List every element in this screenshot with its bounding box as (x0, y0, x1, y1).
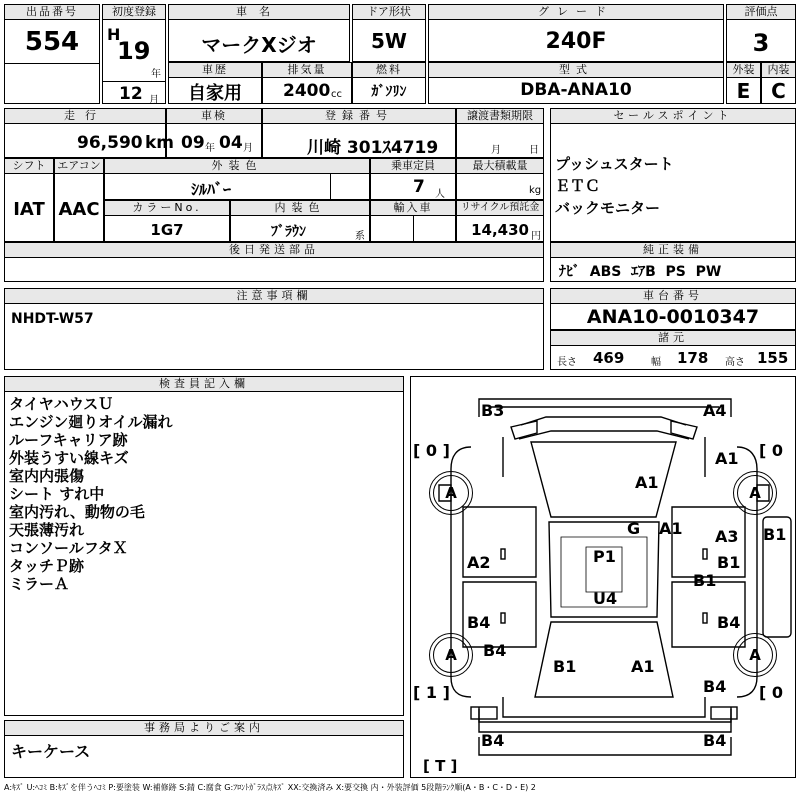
later-parts-label: 後日発送部品 (5, 243, 543, 258)
history: 自家用 (188, 83, 242, 104)
damage-code: A1 (659, 519, 683, 538)
color-box (104, 158, 370, 200)
transfer-label: 譲渡書類期限 (457, 109, 543, 124)
import-box (370, 200, 456, 242)
office-box (4, 720, 404, 778)
reg-month: 12 (119, 84, 143, 104)
damage-code: B1 (553, 657, 577, 676)
shift-label: シフト (5, 159, 53, 174)
displacement-box (262, 62, 352, 104)
load-label: 最大積載量 (457, 159, 543, 174)
inspection-box (166, 108, 262, 158)
inspector-line: 室内内張傷 (9, 467, 85, 485)
displacement-unit: cc (331, 89, 342, 100)
color-label: 外装色 (105, 159, 369, 174)
score-label: 評価点 (727, 5, 795, 20)
damage-code: P1 (593, 547, 616, 566)
dims-box (550, 330, 796, 370)
lot-box (4, 4, 100, 104)
inspector-line: タイヤハウスＵ (9, 395, 114, 413)
era: H (107, 25, 121, 44)
ac-box (54, 158, 104, 242)
damage-code: A3 (715, 527, 739, 546)
ext-label: 外装 (727, 63, 760, 78)
wheel-front-right: A (733, 471, 777, 515)
sales-line: ＥＴＣ (555, 177, 601, 195)
inspector-line: 室内汚れ、動物の毛 (9, 503, 145, 521)
width: 178 (677, 349, 709, 367)
lot-label: 出品番号 (5, 5, 99, 20)
damage-code: B3 (481, 401, 505, 420)
notes-label: 注意事項欄 (5, 289, 543, 304)
load-unit: kg (529, 185, 542, 196)
insp-month-unit: 月 (243, 143, 253, 154)
height-label: 高さ (725, 357, 745, 368)
door-label: ドア形状 (353, 5, 425, 20)
model-label: 型式 (429, 63, 723, 78)
inspector-line: 天張薄汚れ (9, 521, 85, 539)
first-reg-label: 初度登録 (103, 5, 165, 20)
lot-number: 554 (24, 27, 80, 57)
score-box (726, 4, 796, 62)
color-no-box (104, 200, 230, 242)
inspector-line: ミラーＡ (9, 575, 70, 593)
damage-code: B1 (717, 553, 741, 572)
int-grade: C (771, 79, 786, 103)
plate-number: 川崎 301ｽ4719 (307, 138, 439, 158)
genuine-equipment: ﾅﾋﾞ ABS ｴｱB PS PW (559, 264, 722, 280)
model-box (428, 62, 724, 104)
damage-code: G (627, 519, 641, 538)
car-name-label: 車名 (169, 5, 349, 20)
tyre-rr: [ 0 (759, 683, 784, 702)
damage-code: B4 (703, 677, 727, 696)
plate-box (262, 108, 456, 158)
tyre-fr: [ 0 (759, 441, 784, 460)
sales-line: バックモニター (555, 199, 661, 217)
damage-code: B4 (483, 641, 507, 660)
interior-color-box (230, 200, 370, 242)
interior-color: ﾌﾞﾗｳﾝ (271, 224, 306, 240)
recycle-box (456, 200, 544, 242)
notes-text: NHDT-W57 (11, 311, 94, 327)
ext-grade-box (726, 62, 761, 104)
dims-label: 諸元 (551, 331, 795, 346)
inspector-line: ルーフキャリア跡 (9, 431, 128, 449)
damage-code: B4 (481, 731, 505, 750)
office-label: 事務局よりご案内 (5, 721, 403, 736)
recycle-fee: 14,430 (471, 221, 529, 239)
inspector-label: 検査員記入欄 (5, 377, 403, 392)
car-outline (411, 377, 795, 777)
grade: 240F (545, 29, 607, 54)
damage-code: B4 (717, 613, 741, 632)
damage-diagram (410, 376, 796, 778)
sales-line: プッシュスタート (555, 155, 674, 173)
inspector-line: タッチＰ跡 (9, 557, 85, 575)
insp-year-unit: 年 (205, 143, 215, 154)
capacity: 7 (413, 177, 425, 197)
color-number: 1G7 (150, 221, 184, 239)
shift: IAT (13, 199, 45, 220)
mileage-box (4, 108, 175, 158)
model-code: DBA-ANA10 (520, 80, 632, 100)
inspector-box (4, 376, 404, 716)
tyre-spare: [ T ] (423, 757, 458, 775)
fuel-label: 燃料 (353, 63, 425, 78)
inspector-line: コンソールフタＸ (9, 539, 128, 557)
damage-code: B4 (467, 613, 491, 632)
damage-code: A2 (467, 553, 491, 572)
fuel: ｶﾞｿﾘﾝ (371, 84, 407, 100)
ac: AAC (58, 199, 100, 220)
reg-year: 19 (117, 37, 151, 65)
transfer-month-unit: 月 (491, 145, 501, 156)
width-label: 幅 (651, 357, 661, 368)
tyre-rl: [ 1 ] (413, 683, 450, 702)
import-label: 輸入車 (371, 201, 455, 216)
score: 3 (752, 29, 770, 57)
int-label: 内装 (762, 63, 795, 78)
capacity-label: 乗車定員 (371, 159, 455, 174)
damage-code: A1 (631, 657, 655, 676)
mileage-unit: km (145, 133, 175, 153)
grade-box (428, 4, 724, 62)
inspector-line: シート すれ中 (9, 485, 105, 503)
height: 155 (757, 349, 789, 367)
interior-color-unit: 系 (355, 231, 365, 242)
door-type: 5W (371, 29, 407, 53)
legend: A:ｷｽﾞ U:ﾍｺﾐ B:ｷｽﾞを伴うﾍｺﾐ P:要塗装 W:補修跡 S:錆 C:腐食 G:ﾌﾛﾝﾄｶﾞﾗｽ点ｷｽﾞ XX:交換済み X:要交換 内・外装評価 5段階ﾗﾝｸ順(A・B・C・D・E) 2 (4, 783, 536, 792)
damage-code: B1 (693, 571, 717, 590)
ext-grade: E (736, 79, 751, 103)
recycle-label: リサイクル預託金 (457, 201, 543, 216)
plate-label: 登録番号 (263, 109, 455, 124)
damage-code: B1 (763, 525, 787, 544)
chassis-label: 車台番号 (551, 289, 795, 304)
inspection-year: 09 (181, 133, 205, 153)
chassis-number: ANA10-0010347 (586, 306, 760, 328)
int-grade-box (761, 62, 796, 104)
exterior-color: ｼﾙﾊﾞｰ (191, 180, 232, 199)
chassis-box (550, 288, 796, 330)
capacity-box (370, 158, 456, 200)
genuine-equipment-box (550, 242, 796, 282)
history-box (168, 62, 262, 104)
month-unit: 月 (149, 95, 159, 106)
inspection-label: 車検 (167, 109, 261, 124)
inspection-month: 04 (219, 133, 243, 153)
inspector-line: エンジン廻りオイル漏れ (9, 413, 173, 431)
first-registration-box (102, 4, 166, 104)
shift-box (4, 158, 54, 242)
mileage: 96,590 (77, 133, 143, 153)
damage-code: B4 (703, 731, 727, 750)
displacement: 2400 (283, 81, 331, 101)
wheel-rear-right: A (733, 633, 777, 677)
damage-code: A1 (635, 473, 659, 492)
office-text: キーケース (11, 742, 91, 761)
mileage-label: 走行 (5, 109, 165, 124)
transfer-day-unit: 日 (529, 145, 539, 156)
car-name: マークXジオ (201, 33, 317, 57)
damage-code: A4 (703, 401, 727, 420)
tyre-fl: [ 0 ] (413, 441, 450, 460)
inspector-lines (9, 395, 173, 593)
color-no-label: カラーNo. (105, 201, 229, 216)
inspector-line: 外装うすい線キズ (9, 449, 129, 467)
year-unit: 年 (151, 69, 161, 80)
wheel-rear-left: A (429, 633, 473, 677)
notes-box (4, 288, 544, 370)
damage-code: A1 (715, 449, 739, 468)
load-box (456, 158, 544, 200)
damage-code: U4 (593, 589, 618, 608)
length-label: 長さ (557, 357, 577, 368)
wheel-front-left: A (429, 471, 473, 515)
length: 469 (593, 349, 625, 367)
fuel-box (352, 62, 426, 104)
sales-points-box (550, 108, 796, 242)
door-box (352, 4, 426, 62)
genuine-label: 純正装備 (551, 243, 795, 258)
car-name-box (168, 4, 350, 62)
recycle-unit: 円 (531, 231, 541, 242)
history-label: 車歴 (169, 63, 261, 78)
ac-label: エアコン (55, 159, 103, 174)
transfer-box (456, 108, 544, 158)
later-parts-box (4, 242, 544, 282)
displacement-label: 排気量 (263, 63, 351, 78)
interior-color-label: 内装色 (231, 201, 369, 216)
sales-points-label: セールスポイント (551, 109, 795, 124)
grade-label: グレード (429, 5, 723, 20)
capacity-unit: 人 (435, 189, 445, 200)
